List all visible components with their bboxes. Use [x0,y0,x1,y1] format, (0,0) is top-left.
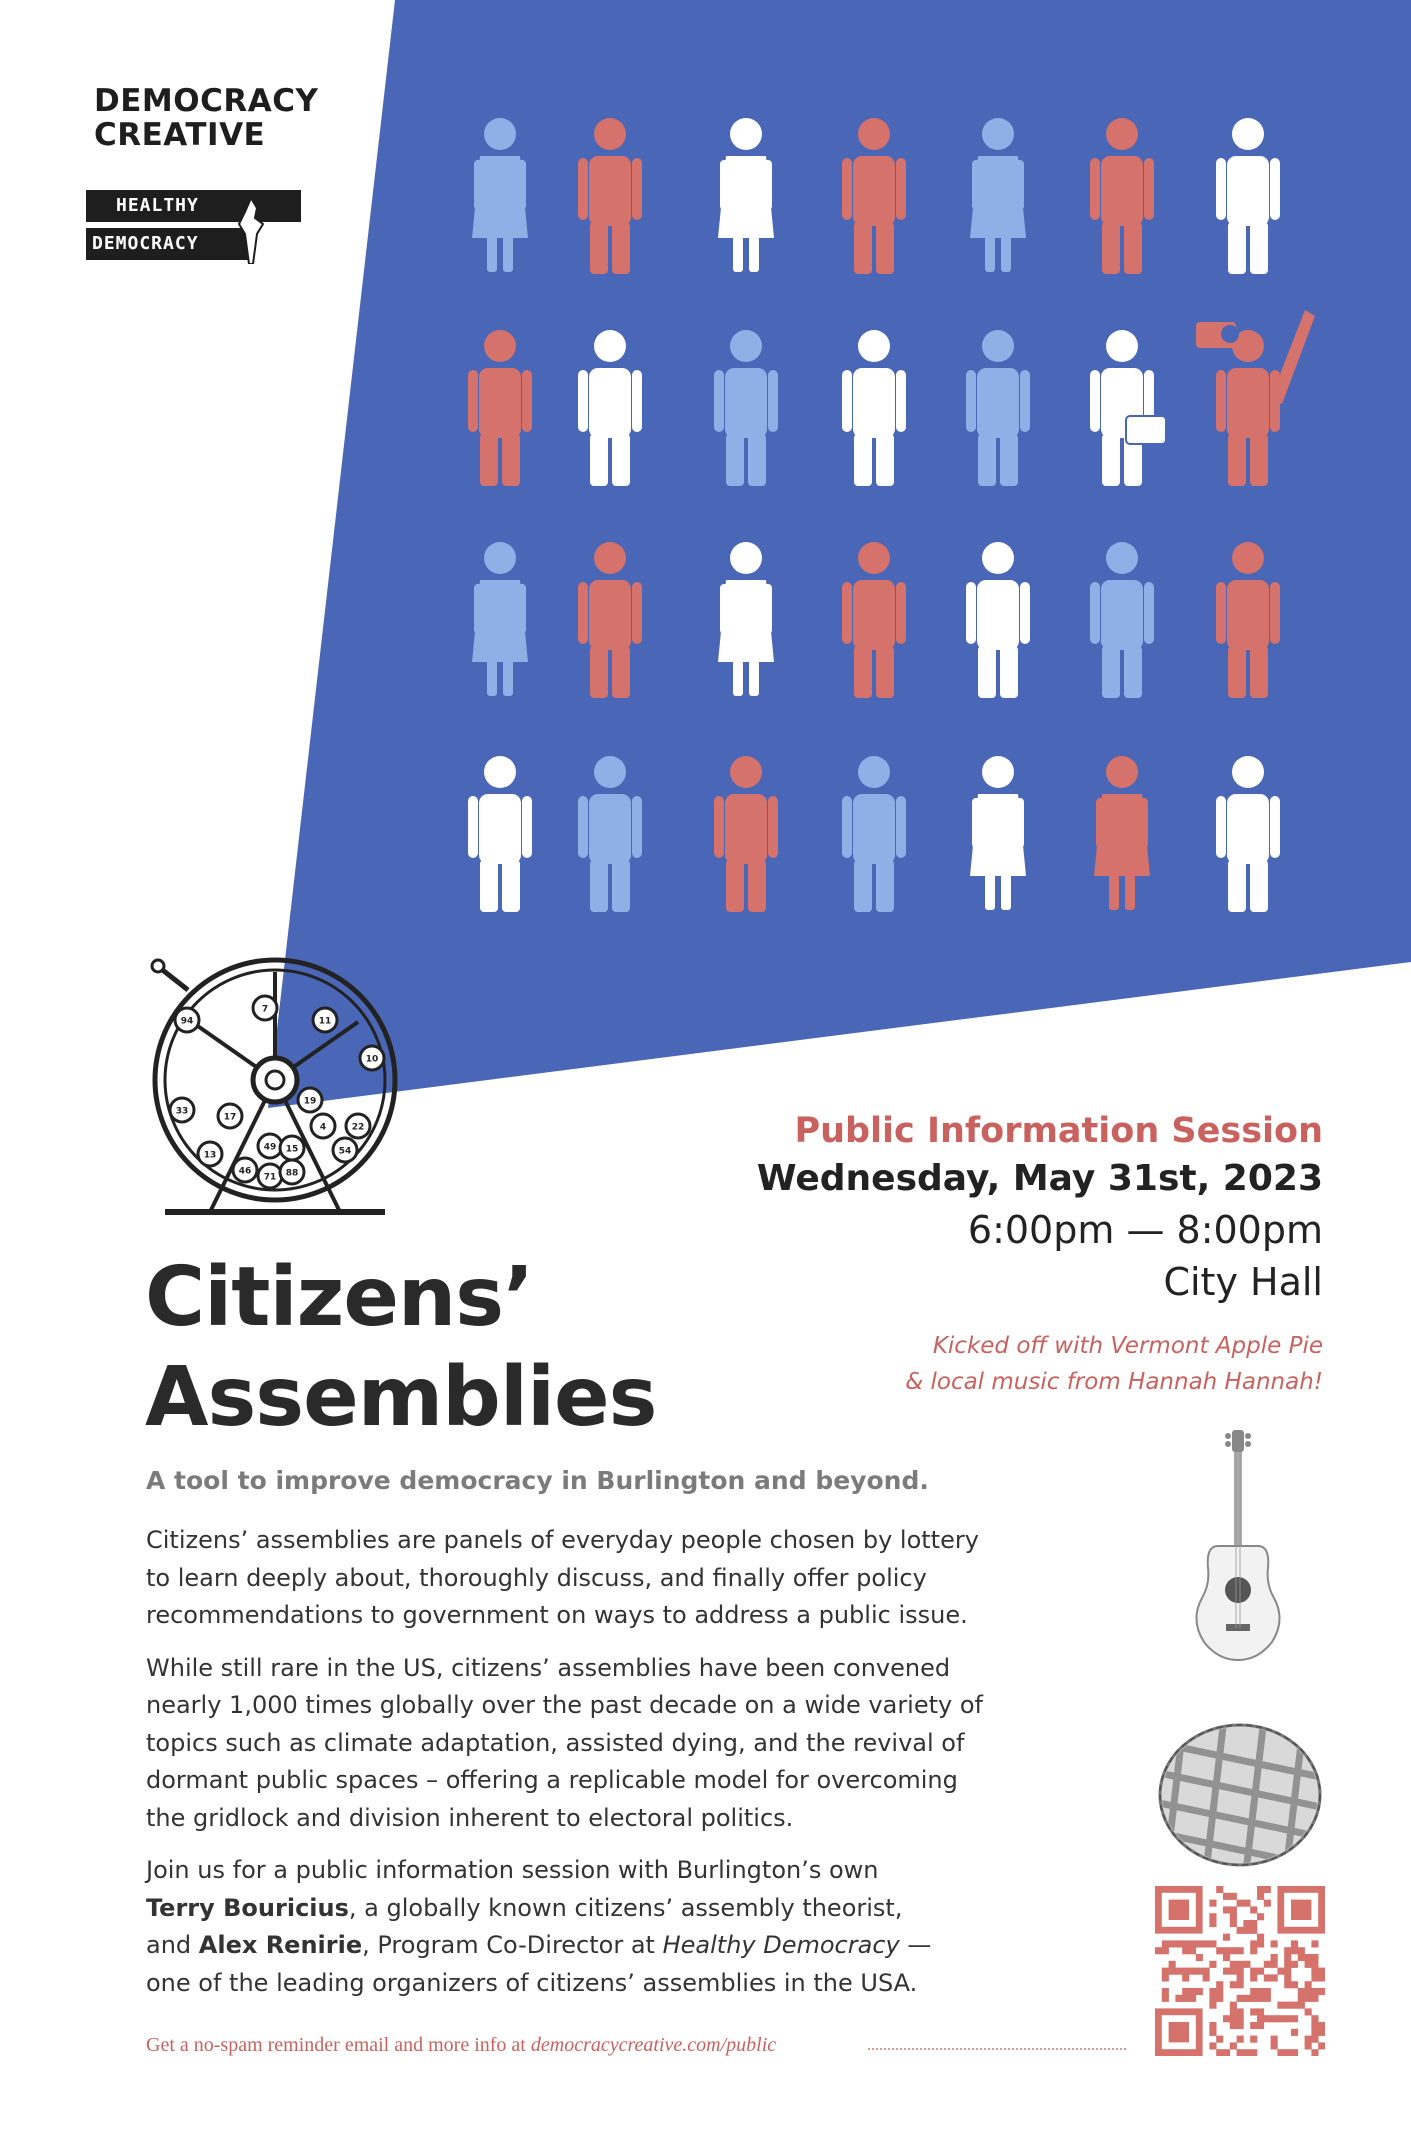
body-text [146,1522,1086,2017]
person-figure [970,118,1026,272]
qr-module [1237,2022,1244,2029]
qr-module [1311,1968,1318,1975]
person-figure [578,542,642,698]
qr-module [1230,1968,1237,1975]
person-figure [1216,756,1280,912]
lottery-ball-number: 88 [285,1168,299,1179]
qr-module [1284,1968,1291,1975]
person-figure [714,756,778,912]
qr-module [1250,1995,1257,2002]
qr-module [1277,1968,1284,1975]
qr-module [1230,1906,1237,1913]
qr-module [1250,1920,1257,1927]
democracy-creative-logo: DEMOCRACY CREATIVE [94,83,319,153]
qr-module [1237,2015,1244,2022]
qr-module [1257,2008,1264,2015]
qr-module [1257,2015,1264,2022]
person-figure [1216,118,1280,274]
qr-module [1257,1934,1264,1941]
person-figure [842,756,906,912]
qr-module [1209,1913,1216,1920]
lottery-ball-number: 33 [175,1106,189,1117]
org-name: Healthy Democracy [662,1931,900,1959]
page-title: Citizens’ Assemblies [145,1250,657,1445]
qr-module [1264,1995,1271,2002]
qr-module [1318,1988,1325,1995]
qr-code-icon[interactable] [1155,1886,1325,2056]
qr-module [1284,2002,1291,2009]
qr-module [1271,1961,1278,1968]
person-figure [472,542,528,696]
qr-module [1216,1886,1223,1893]
qr-module [1209,2029,1216,2036]
qr-module [1175,1968,1182,1975]
qr-module [1271,2042,1278,2049]
qr-module [1291,1961,1298,1968]
qr-module [1237,2049,1244,2056]
qr-module [1230,1947,1237,1954]
paragraph-1: Citizens’ assemblies are panels of everyday people chosen by lottery to learn deeply about, thoroughly discuss, and finally offer policy recommendations to government on ways to address a public issue. [146,1526,979,1629]
speaker-name-1: Terry Bouricius [146,1893,349,1922]
qr-module [1209,1940,1216,1947]
qr-module [1264,1988,1271,1995]
qr-module [1284,1961,1291,1968]
qr-module [1223,1893,1230,1900]
paragraph-2: While still rare in the US, citizens’ assemblies have been convened nearly 1,000 times globally over the past decade on a wide variety of topics such as climate adaptation, assisted dying, and the revival of dormant public spaces – offering a replicable model for overcoming the gridlock and division inherent to electoral politics. [146,1653,983,1832]
qr-module [1271,2036,1278,2043]
qr-module [1209,1920,1216,1927]
qr-module [1203,1974,1210,1981]
person-figure [472,118,528,272]
lottery-ball [280,1160,304,1184]
qr-module [1182,1974,1189,1981]
qr-module [1284,1981,1291,1988]
qr-module [1196,1954,1203,1961]
person-figure [1090,118,1154,274]
qr-module [1237,2036,1244,2043]
qr-module [1264,2015,1271,2022]
qr-module [1257,1995,1264,2002]
qr-module [1209,1995,1216,2002]
qr-module [1189,1947,1196,1954]
lottery-ball [298,1088,322,1112]
qr-module [1162,1988,1169,1995]
person-figure [578,756,642,912]
qr-module [1318,1968,1325,1975]
qr-module [1250,1974,1257,1981]
lottery-ball-number: 11 [318,1016,332,1027]
lottery-ball [346,1114,370,1138]
qr-finder-inner [1291,1900,1311,1920]
lottery-ball-number: 17 [223,1112,237,1123]
qr-module [1223,1906,1230,1913]
briefcase-icon [1126,416,1166,444]
qr-module [1257,1893,1264,1900]
qr-module [1223,1947,1230,1954]
qr-module [1311,2029,1318,2036]
qr-module [1175,1995,1182,2002]
qr-module [1311,2015,1318,2022]
event-time: 6:00pm — 8:00pm [967,1208,1323,1252]
lottery-ball-number: 94 [180,1016,194,1027]
qr-module [1284,2015,1291,2022]
qr-module [1155,1947,1162,1954]
lottery-ball [233,1158,257,1182]
person-figure [842,118,906,274]
lottery-ball-number: 7 [261,1004,269,1015]
qr-module [1264,1974,1271,1981]
qr-module [1284,2049,1291,2056]
qr-module [1230,2015,1237,2022]
qr-module [1257,2022,1264,2029]
qr-module [1189,1995,1196,2002]
person-figure [714,330,778,486]
qr-module [1182,1968,1189,1975]
lottery-ball [313,1008,337,1032]
qr-finder-inner [1169,1900,1189,1920]
qr-module [1257,1940,1264,1947]
event-date: Wednesday, May 31st, 2023 [756,1158,1323,1199]
drum-handle-knob [152,960,164,972]
qr-module [1311,1961,1318,1968]
qr-module [1291,2002,1298,2009]
qr-module [1162,1995,1169,2002]
qr-module [1277,2002,1284,2009]
qr-module [1203,1940,1210,1947]
person-figure [842,542,906,698]
lottery-ball [253,996,277,1020]
footer-note: Get a no-spam reminder email and more info at democracycreative.com/public [146,2034,777,2056]
qr-module [1162,1940,1169,1947]
qr-module [1243,1927,1250,1934]
person-figure [1090,330,1154,486]
person-figure [966,542,1030,698]
qr-module [1216,1981,1223,1988]
qr-module [1216,1947,1223,1954]
page-subtitle: A tool to improve democracy in Burlington and beyond. [146,1466,929,1495]
qr-module [1243,1961,1250,1968]
qr-module [1305,1981,1312,1988]
qr-module [1250,1988,1257,1995]
lottery-ball [311,1114,335,1138]
qr-module [1250,2049,1257,2056]
lottery-ball-number: 15 [285,1144,299,1155]
qr-module [1305,2036,1312,2043]
qr-module [1318,1974,1325,1981]
qr-module [1243,1995,1250,2002]
person-figure [718,542,774,696]
qr-module [1196,1940,1203,1947]
qr-module [1237,2008,1244,2015]
qr-module [1298,1954,1305,1961]
qr-module [1257,1968,1264,1975]
qr-module [1318,2022,1325,2029]
qr-module [1216,2049,1223,2056]
qr-module [1257,1988,1264,1995]
qr-module [1298,2002,1305,2009]
qr-module [1216,2036,1223,2043]
qr-module [1237,1981,1244,1988]
qr-module [1284,1954,1291,1961]
qr-module [1277,2015,1284,2022]
qr-module [1230,1981,1237,1988]
person-figure [1090,542,1154,698]
drum-hub-center [266,1071,284,1089]
qr-module [1311,1954,1318,1961]
qr-module [1271,1940,1278,1947]
qr-module [1169,1940,1176,1947]
qr-module [1311,1995,1318,2002]
qr-module [1216,1988,1223,1995]
qr-module [1257,1913,1264,1920]
qr-module [1230,1893,1237,1900]
qr-module [1196,1988,1203,1995]
event-place: City Hall [1163,1260,1323,1304]
qr-module [1209,1961,1216,1968]
person-figure [966,330,1030,486]
people-grid-illustration [0,0,1411,940]
person-figure [468,756,532,912]
qr-module [1305,1954,1312,1961]
qr-module [1189,1988,1196,1995]
qr-module [1305,1961,1312,1968]
person-figure [1216,542,1280,698]
lottery-ball [280,1136,304,1160]
person-figure [578,330,642,486]
person-figure [1216,330,1280,486]
guitar-icon [1188,1428,1288,1663]
qr-module [1237,1995,1244,2002]
person-figure [718,118,774,272]
qr-module [1243,1920,1250,1927]
lottery-ball-number: 22 [351,1122,365,1133]
qr-module [1291,2029,1298,2036]
qr-module [1291,2049,1298,2056]
lottery-ball-number: 46 [238,1166,252,1177]
qr-module [1230,2002,1237,2009]
lottery-drum-icon [140,950,410,1230]
qr-module [1298,1995,1305,2002]
qr-finder-inner [1169,2022,1189,2042]
qr-module [1250,1947,1257,1954]
qr-module [1311,2036,1318,2043]
lottery-ball [360,1046,384,1070]
qr-module [1182,1988,1189,1995]
qr-module [1223,1968,1230,1975]
qr-module [1291,2015,1298,2022]
qr-module [1291,1981,1298,1988]
person-figure [1094,756,1150,910]
qr-module [1243,1900,1250,1907]
qr-module [1230,2042,1237,2049]
lottery-ball-number: 10 [365,1054,379,1065]
qr-module [1284,1974,1291,1981]
lottery-ball [333,1138,357,1162]
qr-module [1237,1900,1244,1907]
qr-module [1209,2002,1216,2009]
qr-module [1264,1886,1271,1893]
qr-module [1311,1940,1318,1947]
qr-module [1230,2022,1237,2029]
qr-module [1264,1900,1271,1907]
qr-module [1216,1995,1223,2002]
qr-module [1298,1947,1305,1954]
lottery-ball-number: 19 [303,1096,317,1107]
qr-module [1162,1968,1169,1975]
qr-module [1305,2042,1312,2049]
drum-handle [160,968,188,990]
footer-dotted-rule [868,2048,1126,2050]
qr-module [1250,2036,1257,2043]
lottery-ball [170,1098,194,1122]
qr-module [1311,1974,1318,1981]
event-details [603,1108,1323,1400]
qr-module [1209,2022,1216,2029]
qr-module [1271,1954,1278,1961]
qr-module [1162,1947,1169,1954]
qr-module [1237,1947,1244,1954]
qr-module [1271,2015,1278,2022]
lottery-ball [258,1134,282,1158]
qr-module [1277,2049,1284,2056]
qr-module [1250,1968,1257,1975]
qr-module [1182,1947,1189,1954]
lottery-ball-number: 54 [338,1146,352,1157]
qr-module [1230,2008,1237,2015]
qr-module [1311,2022,1318,2029]
qr-module [1291,1940,1298,1947]
qr-module [1223,2015,1230,2022]
qr-module [1318,2029,1325,2036]
qr-module [1209,1988,1216,1995]
qr-module [1318,2042,1325,2049]
qr-module [1182,1995,1189,2002]
qr-module [1305,1995,1312,2002]
qr-module [1182,1940,1189,1947]
qr-module [1250,2022,1257,2029]
lottery-ball [258,1164,282,1188]
qr-module [1311,2049,1318,2056]
qr-module [1189,1968,1196,1975]
qr-module [1196,1968,1203,1975]
qr-module [1237,1974,1244,1981]
qr-module [1189,1940,1196,1947]
qr-module [1209,2042,1216,2049]
qr-module [1237,1961,1244,1968]
speaker-name-2: Alex Renirie [198,1931,363,1959]
qr-module [1237,1927,1244,1934]
qr-module [1298,1988,1305,1995]
qr-module [1169,1961,1176,1968]
paragraph-3: Join us for a public information session with Burlington’s own Terry Bouricius, a globally known citizens’ assembly theorist, and Alex Renirie, Program Co-Director at Healthy Democracy — one of the leading organizers of citizens’ assemblies in the USA. [146,1856,932,1997]
qr-module [1223,1954,1230,1961]
lottery-ball [218,1104,242,1128]
lottery-ball-number: 49 [263,1142,277,1153]
apple-pie-icon [1155,1720,1325,1870]
qr-module [1237,1968,1244,1975]
qr-module [1223,1934,1230,1941]
qr-module [1223,2049,1230,2056]
qr-module [1230,1913,1237,1920]
lottery-ball-number: 71 [263,1172,277,1183]
lottery-ball-number: 13 [203,1150,217,1161]
qr-module [1162,1974,1169,1981]
qr-module [1203,1968,1210,1975]
qr-module [1230,1920,1237,1927]
qr-module [1264,1961,1271,1968]
lottery-ball [198,1142,222,1166]
qr-module [1284,1947,1291,1954]
healthy-democracy-logo: HEALTHY DEMOCRACY [86,190,301,265]
event-kicker: Public Information Session [794,1111,1323,1151]
lottery-ball [175,1008,199,1032]
qr-module [1311,1988,1318,1995]
person-figure [970,756,1026,910]
qr-module [1257,1886,1264,1893]
qr-module [1169,1968,1176,1975]
qr-module [1230,1961,1237,1968]
qr-module [1305,1988,1312,1995]
qr-module [1250,1940,1257,1947]
person-figure [578,118,642,274]
qr-module [1291,1947,1298,1954]
qr-module [1305,2008,1312,2015]
qr-module [1175,1940,1182,1947]
qr-module [1271,1974,1278,1981]
qr-module [1250,1927,1257,1934]
footer-link[interactable]: democracycreative.com/public [530,2034,777,2056]
event-note: Kicked off with Vermont Apple Pie & local music from Hannah Hannah! [905,1333,1323,1395]
qr-module [1243,2049,1250,2056]
person-figure [842,330,906,486]
qr-module [1250,2008,1257,2015]
qr-module [1209,1900,1216,1907]
qr-module [1250,1906,1257,1913]
lottery-ball-number: 4 [319,1122,327,1133]
person-figure [468,330,532,486]
